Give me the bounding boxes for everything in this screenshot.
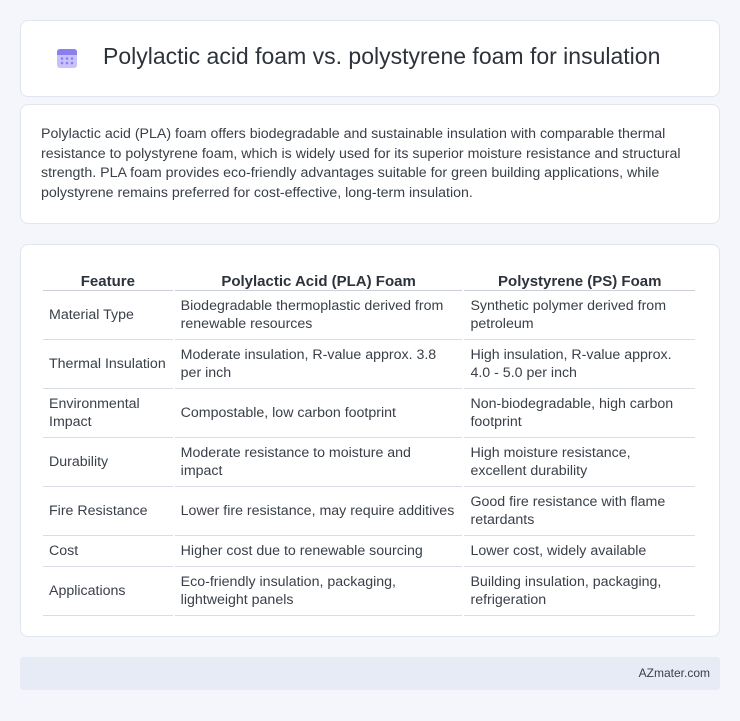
ps-cell: Synthetic polymer derived from petroleum: [464, 291, 695, 340]
pla-cell: Eco-friendly insulation, packaging, lightweight panels: [175, 567, 463, 616]
page-title: Polylactic acid foam vs. polystyrene foam for insulation: [103, 43, 661, 69]
column-header-feature: Feature: [43, 265, 173, 291]
comparison-table-card: [20, 244, 720, 637]
ps-cell: High moisture resistance, excellent durability: [464, 438, 695, 487]
pla-cell: Biodegradable thermoplastic derived from renewable resources: [175, 291, 463, 340]
footer-site-link[interactable]: AZmater.com: [638, 666, 710, 680]
ps-cell: High insulation, R-value approx. 4.0 - 5.0 per inch: [464, 340, 695, 389]
ps-cell: Non-biodegradable, high carbon footprint: [464, 389, 695, 438]
pla-cell: Moderate insulation, R-value approx. 3.8 per inch: [175, 340, 463, 389]
ps-cell: Building insulation, packaging, refrigeration: [464, 567, 695, 616]
pla-cell: Compostable, low carbon footprint: [175, 389, 463, 438]
comparison-table: [41, 265, 697, 616]
table-row: [43, 567, 695, 616]
feature-cell: Applications: [43, 567, 173, 616]
pla-cell: Moderate resistance to moisture and impact: [175, 438, 463, 487]
table-header-row: [43, 265, 695, 291]
ps-cell: Lower cost, widely available: [464, 536, 695, 567]
ps-cell: Good fire resistance with flame retardants: [464, 487, 695, 536]
column-header-ps: Polystyrene (PS) Foam: [464, 265, 695, 291]
column-header-pla: Polylactic Acid (PLA) Foam: [175, 265, 463, 291]
feature-cell: Thermal Insulation: [43, 340, 173, 389]
table-row: [43, 536, 695, 567]
table-row: [43, 291, 695, 340]
pla-cell: Lower fire resistance, may require additives: [175, 487, 463, 536]
feature-cell: Fire Resistance: [43, 487, 173, 536]
calendar-icon: [55, 46, 79, 70]
table-row: [43, 389, 695, 438]
title-card: [20, 20, 720, 97]
feature-cell: Cost: [43, 536, 173, 567]
feature-cell: Material Type: [43, 291, 173, 340]
feature-cell: Durability: [43, 438, 173, 487]
footer-bar: [20, 657, 720, 690]
intro-paragraph: Polylactic acid (PLA) foam offers biodegradable and sustainable insulation with comparable thermal resistance to polystyrene foam, which is widely used for its superior moisture resistance and structural strength. PLA foam provides eco-friendly advantages suitable for green building applications, while polystyrene remains preferred for cost-effective, long-term insulation.: [41, 126, 681, 201]
pla-cell: Higher cost due to renewable sourcing: [175, 536, 463, 567]
table-row: [43, 487, 695, 536]
table-row: [43, 438, 695, 487]
table-row: [43, 340, 695, 389]
intro-card: [20, 104, 720, 224]
feature-cell: Environmental Impact: [43, 389, 173, 438]
